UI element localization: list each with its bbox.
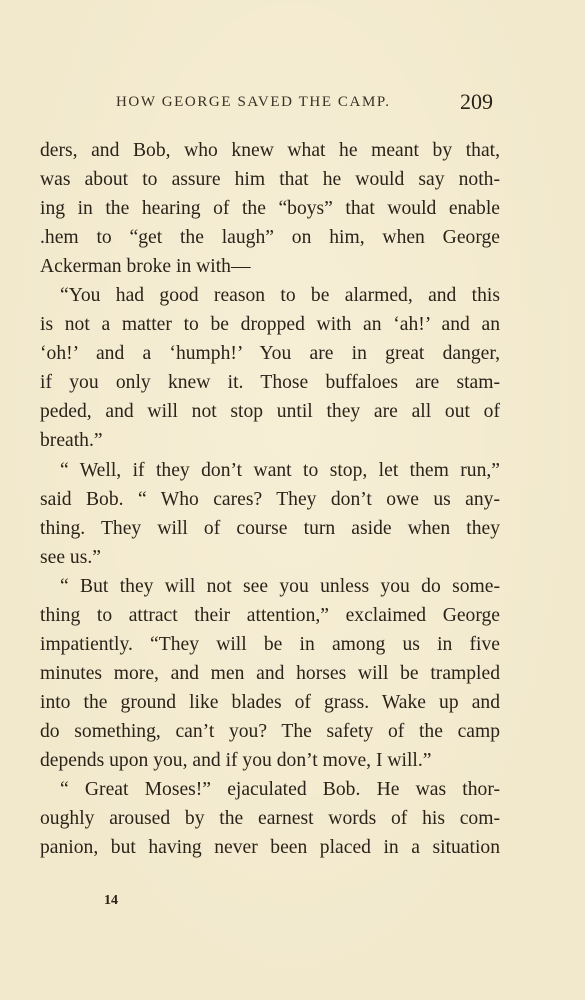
text-line: thing to attract their attention,” exclaimed George <box>40 604 500 626</box>
text-line: into the ground like blades of grass. Wake up and <box>40 691 500 713</box>
text-line: “ But they will not see you unless you do some- <box>60 575 500 597</box>
text-line: “ Well, if they don’t want to stop, let them run,” <box>60 459 500 481</box>
text-line: thing. They will of course turn aside when they <box>40 517 500 539</box>
text-line: ders, and Bob, who knew what he meant by that, <box>40 140 500 161</box>
text-line: said Bob. “ Who cares? They don’t owe us any- <box>40 488 500 510</box>
text-line: ‘oh!’ and a ‘humph!’ You are in great danger, <box>40 343 500 365</box>
text-line: was about to assure him that he would say noth- <box>40 169 500 191</box>
signature-mark: 14 <box>104 893 118 908</box>
text-line: impatiently. “They will be in among us in five <box>40 633 500 655</box>
text-line: depends upon you, and if you don’t move, I will.” <box>40 749 432 771</box>
text-line: breath.” <box>40 430 103 452</box>
text-line: minutes more, and men and horses will be trampled <box>40 662 500 684</box>
text-line: panion, but having never been placed in a situation <box>40 837 500 859</box>
text-line: .hem to “get the laugh” on him, when George <box>40 227 500 249</box>
text-line: ing in the hearing of the “boys” that would enable <box>40 198 500 220</box>
body-text <box>40 136 500 862</box>
page-number: 209 <box>460 89 493 114</box>
running-head <box>0 89 585 122</box>
text-line: “ Great Moses!” ejaculated Bob. He was thor- <box>60 779 500 801</box>
text-line: peded, and will not stop until they are all out of <box>40 401 500 423</box>
text-line: if you only knew it. Those buffaloes are stam- <box>40 372 500 394</box>
text-line: “You had good reason to be alarmed, and this <box>60 285 500 307</box>
text-line: is not a matter to be dropped with an ‘ah!’ and an <box>40 314 500 336</box>
text-line: Ackerman broke in with— <box>40 256 251 278</box>
text-line: see us.” <box>40 546 101 568</box>
running-title: HOW GEORGE SAVED THE CAMP. <box>116 94 391 110</box>
text-line: do something, can’t you? The safety of the camp <box>40 720 500 742</box>
text-line: oughly aroused by the earnest words of his com- <box>40 808 500 830</box>
